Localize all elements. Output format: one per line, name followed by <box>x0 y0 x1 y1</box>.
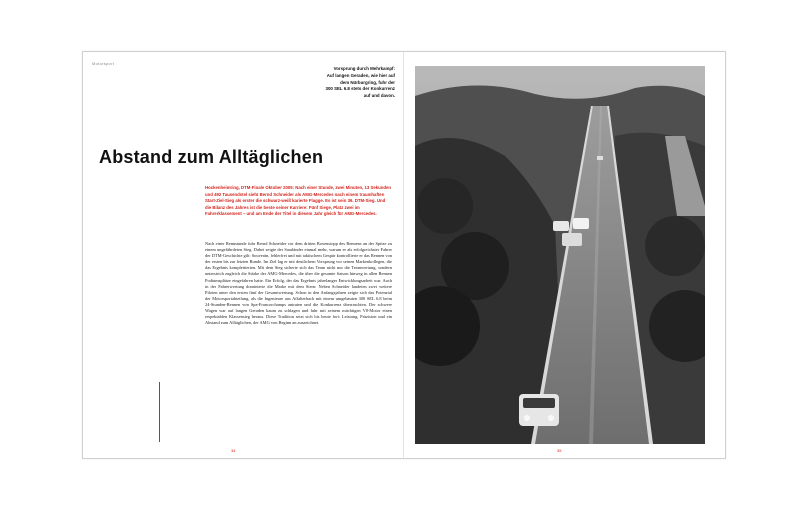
magazine-spread <box>82 51 726 459</box>
red-vertical-rule <box>159 382 160 442</box>
lead-paragraph: Hockenheimring, DTM-Finale Oktober 2005: Nach einer Stunde, zwei Minuten, 13 Sekunden und 492 Tausendstel sieht Bernd Schneider als AMG-Mercedes nach einem traumhaften Start-Ziel-Sieg als erster die schwarz-weiß karierte Flagge. Es ist sein 36. DTM-Sieg. Und die Bilanz des Jahres ist die beste seiner Karriere: Fünf Siege, Platz zwei im Fahrerklassement – und am Ende der Titel in diesem Jahr gleich für AMG-Mercedes. <box>205 185 391 216</box>
caption-line: dem Nürburgring, fuhr der <box>340 79 395 85</box>
page-gutter <box>403 52 404 458</box>
page-number-right: 35 <box>557 448 562 453</box>
caption-line: auf und davon. <box>363 93 395 99</box>
race-photo <box>415 66 705 444</box>
caption-line: Auf langen Geraden, wie hier auf <box>326 72 395 78</box>
caption-line: 300 SEL 6.8 stets der Konkurrenz <box>325 86 395 92</box>
photo-caption <box>305 66 395 100</box>
caption-line: Vorsprung durch Mehrkampf: <box>333 66 395 71</box>
body-paragraph: Nach einer Rennstunde fuhr Bernd Schneider vor dem dritten Boxenstopp des Rennens an der Spitze zu einem ungefährdeten Sieg. Dabei zeigte der Saarländer einmal mehr, warum er als erfolgreichster Fahrer der DTM-Geschichte gilt: Souverän, fehlerfrei und mit taktischem Gespür kontrollierte er das Rennen von der ersten bis zur letzten Runde. Im Ziel lag er mit deutlichem Vorsprung vor seinen Markenkollegen, die das Ergebnis komplettierten. Mit dem Sieg sicherte sich das Team nicht nur die Teamwertung, sondern unterstrich zugleich die Stärke der AMG-Mercedes, die über die gesamte Saison hinweg in allen Rennen Podiumsplätze eingefahren hatte. Ein Erfolg, der das Ergebnis jahrelanger Entwicklungsarbeit war. Auch in der Fahrerwertung dominierte die Marke mit dem Stern: Neben Schneider landeten zwei weitere Piloten unter den ersten fünf der Gesamtwertung. Schon in den Anfangsjahren zeigte sich das Potenzial der Motorsportabteilung, als die Ingenieure aus Affalterbach mit einem umgebauten 300 SEL 6.8 beim 24-Stunden-Rennen von Spa-Francorchamps antraten und die Konkurrenz überraschten. Der schwere Wagen war auf langen Geraden kaum zu schlagen und fuhr mit seinem mächtigen V8-Motor einen respektablen Klassensieg heraus. Diese Tradition setzt sich bis heute fort: Leistung, Präzision und ein Abstand zum Alltäglichen, der AMG von Beginn an auszeichnet. <box>205 241 392 326</box>
page-number-left: 34 <box>231 448 236 453</box>
race-photo-illustration <box>415 66 705 444</box>
article-title: Abstand zum Alltäglichen <box>99 147 324 167</box>
body-text <box>205 241 392 326</box>
section-label: Motorsport <box>92 61 115 66</box>
